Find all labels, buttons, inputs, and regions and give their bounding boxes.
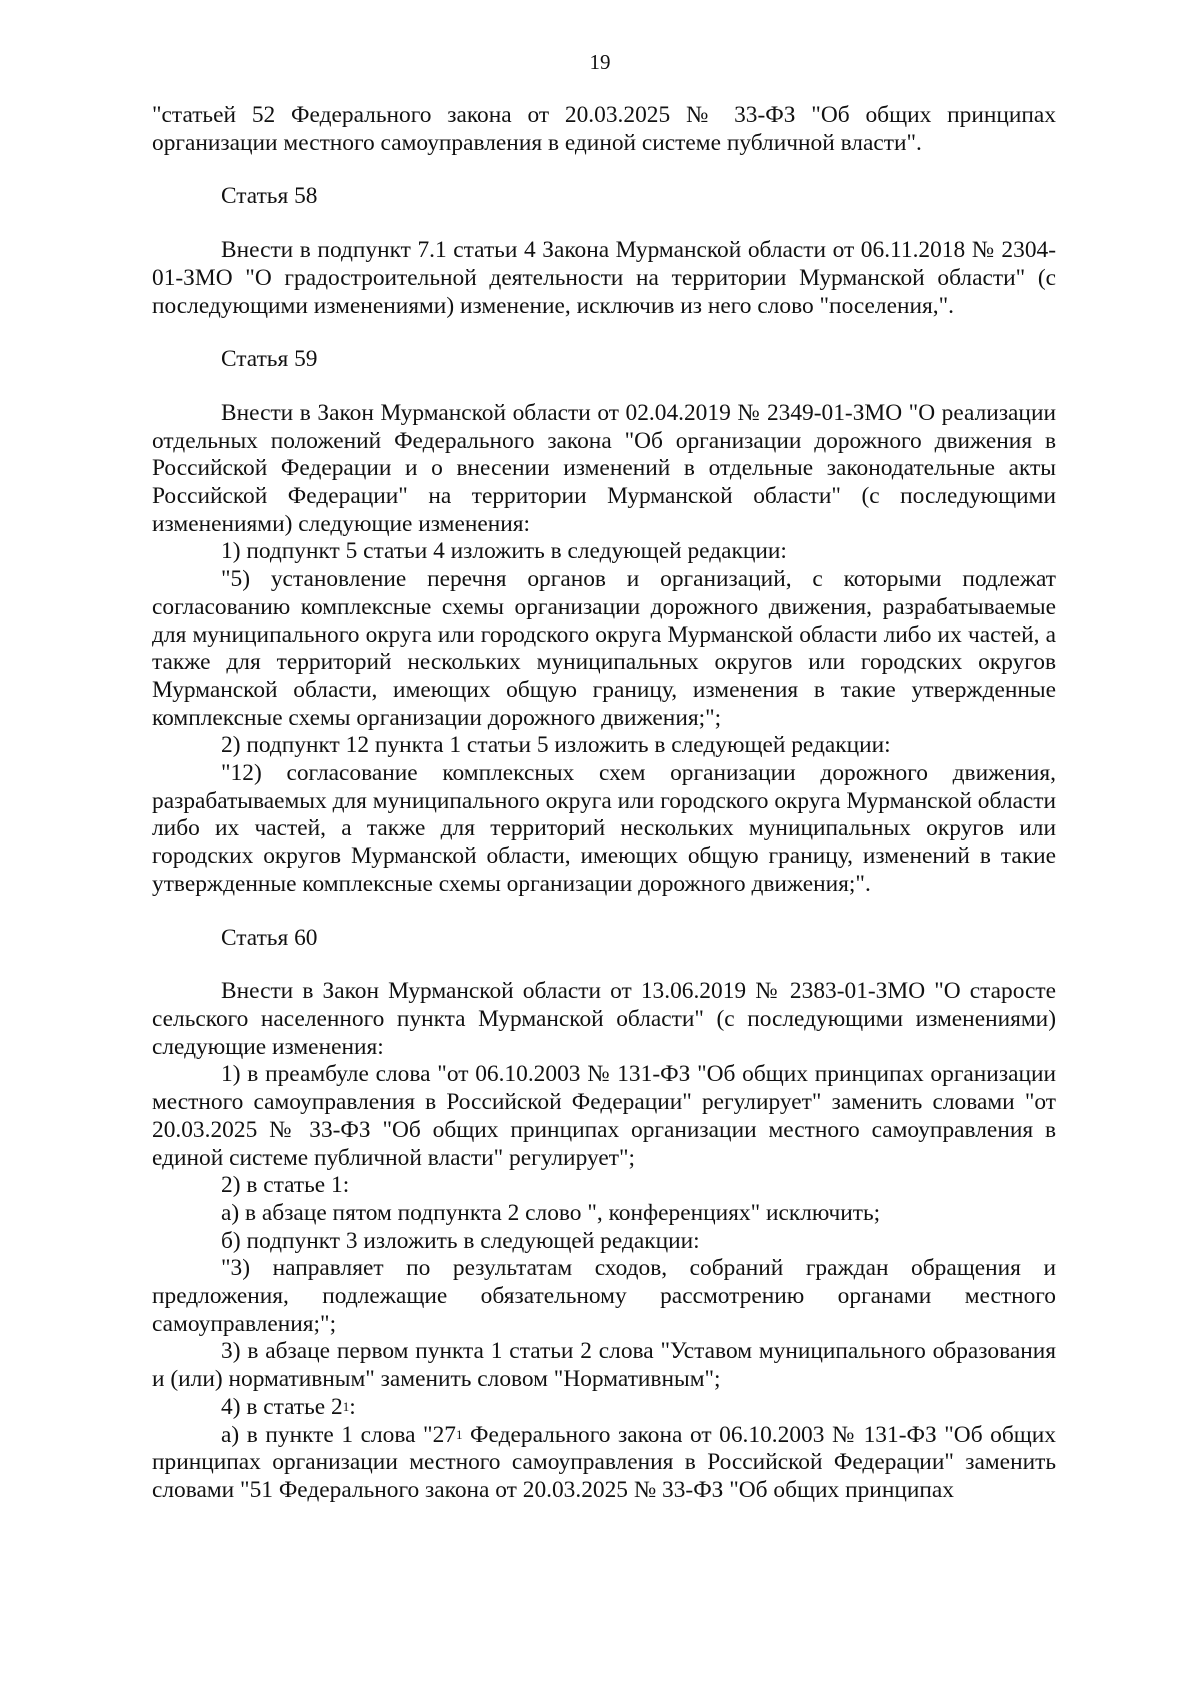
item-4-colon: : xyxy=(349,1393,356,1420)
item-4-text: 4) в статье 2 xyxy=(221,1393,343,1420)
article-60-item-4a xyxy=(152,1422,1056,1505)
article-60-item-1: 1) в преамбуле слова "от 06.10.2003 № 131-ФЗ "Об общих принципах организации местного самоуправления в Российской Федерации" регулирует" заменить словами "от 20.03.2025 № 33-ФЗ "Об общих принципах организации местного самоуправления в единой системе публичной власти" регулирует"; xyxy=(152,1061,1056,1171)
article-59-item-2: 2) подпункт 12 пункта 1 статьи 5 изложить в следующей редакции: xyxy=(221,732,891,759)
article-59-text: Внести в Закон Мурманской области от 02.04.2019 № 2349-01-ЗМО "О реализации отдельных положений Федерального закона "Об организации дорожного движения в Российской Федерации и о внесении изменений в отдельные законодательные акты Российской Федерации" на территории Мурманской области" (с последующими изменениями) следующие изменения: xyxy=(152,399,1056,537)
item-4a-text-start: а) в пункте 1 слова "27 xyxy=(221,1421,456,1448)
article-60-item-2: 2) в статье 1: xyxy=(221,1172,350,1199)
item-4a-text-end: Федерального закона от 06.10.2003 № 131-ФЗ "Об общих принципах организации местного самоуправления в Российской Федерации" заменить словами "51 Федерального закона от 20.03.2025 № 33-ФЗ "Об общих принципах xyxy=(152,1421,1056,1503)
article-58-text: Внести в подпункт 7.1 статьи 4 Закона Мурманской области от 06.11.2018 № 2304-01-ЗМО "О градостроительной деятельности на территории Мурманской области" (с последующими изменениями) изменение, исключив из него слово "поселения,". xyxy=(152,237,1056,319)
document-body xyxy=(152,102,1056,1505)
article-60-item-2b: б) подпункт 3 изложить в следующей редакции: xyxy=(221,1227,700,1254)
article-58-heading: Статья 58 xyxy=(221,183,318,210)
item-4a-superscript: 1 xyxy=(455,1426,463,1442)
article-59-item-2-text: "12) согласование комплексных схем организации дорожного движения, разрабатываемых для муниципального округа или городского округа Мурманской области либо их частей, а также для территорий нескольких муниципальных округов или городских округов Мурманской области, имеющих общую границу, изменений в такие утвержденные комплексные схемы организации дорожного движения;". xyxy=(152,760,1056,897)
article-59-item-1-text: "5) установление перечня органов и организаций, с которыми подлежат согласованию комплексные схемы организации дорожного движения, разрабатываемые для муниципального округа или городского округа Мурманской области либо их частей, а также для территорий нескольких муниципальных округов или городских округов Мурманской области, имеющих общую границу, изменения в такие утвержденные комплексные схемы организации дорожного движения;"; xyxy=(152,566,1056,731)
article-60-heading: Статья 60 xyxy=(221,924,318,951)
page-number: 19 xyxy=(589,50,611,74)
article-60-item-3: 3) в абзаце первом пункта 1 статьи 2 слова "Уставом муниципального образования и (или) нормативным" заменить словом "Нормативным"; xyxy=(152,1338,1056,1393)
intro-paragraph: "статьей 52 Федерального закона от 20.03.2025 № 33-ФЗ "Об общих принципах организации местного самоуправления в единой системе публичной власти". xyxy=(152,102,1056,156)
article-60-text: Внести в Закон Мурманской области от 13.06.2019 № 2383-01-ЗМО "О старосте сельского населенного пункта Мурманской области" (с последующими изменениями) следующие изменения: xyxy=(152,978,1056,1060)
article-60-item-2a: а) в абзаце пятом подпункта 2 слово ", конференциях" исключить; xyxy=(221,1199,881,1226)
article-59-item-1: 1) подпункт 5 статьи 4 изложить в следующей редакции: xyxy=(221,538,787,565)
article-60-item-4 xyxy=(152,1394,1056,1422)
item-4-superscript: 1 xyxy=(342,1398,350,1414)
article-59-heading: Статья 59 xyxy=(221,346,318,373)
article-60-item-2b-text: "3) направляет по результатам сходов, собраний граждан обращения и предложения, подлежащие обязательному рассмотрению органами местного самоуправления;"; xyxy=(152,1255,1056,1337)
